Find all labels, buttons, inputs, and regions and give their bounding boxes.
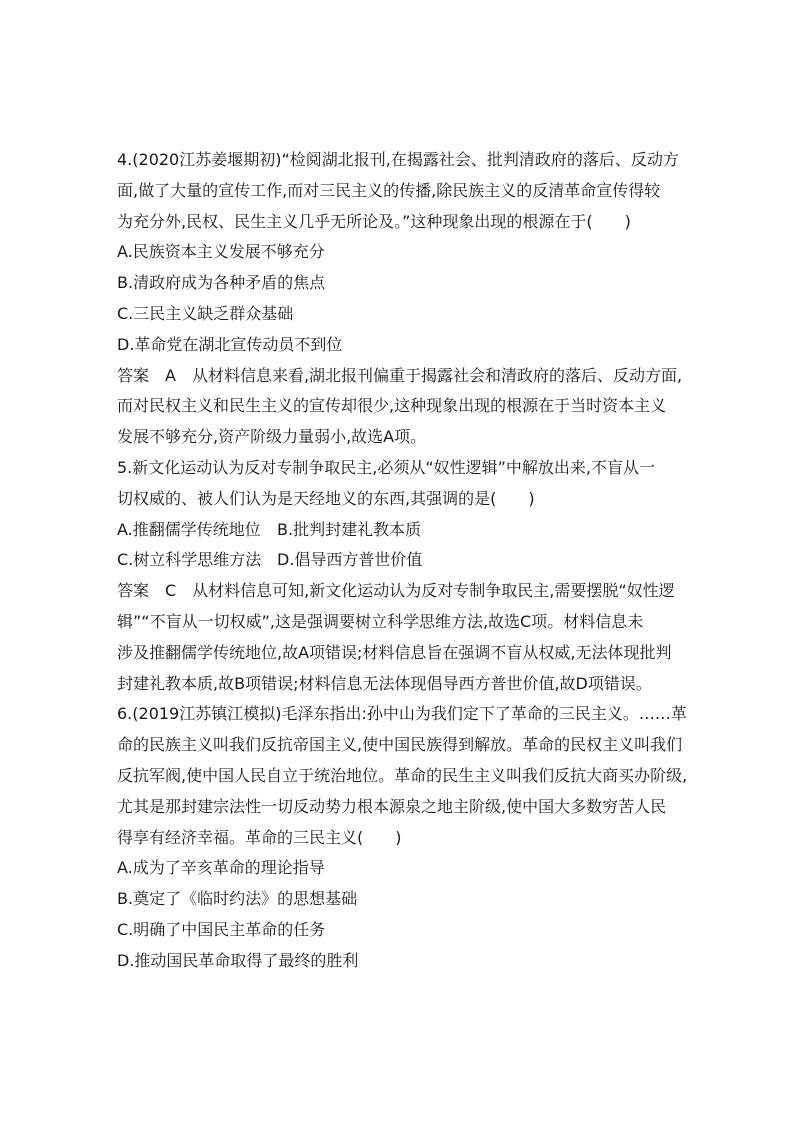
question-5-stem-line-2: 切权威的、被人们认为是天经地义的东西,其强调的是( ) (117, 488, 535, 508)
question-4-option-d: D.革命党在湖北宣传动员不到位 (117, 334, 343, 354)
question-6-option-a: A.成为了辛亥革命的理论指导 (117, 858, 325, 878)
question-5-answer-line-4: 封建礼教本质,故B项错误;材料信息无法体现倡导西方普世价值,故D项错误。 (117, 673, 652, 693)
question-5-options-row-2 (117, 545, 697, 576)
question-4-answer-line-1: 答案 A 从材料信息来看,湖北报刊偏重于揭露社会和清政府的落后、反动方面, (117, 365, 683, 385)
question-4-answer-line-3: 发展不够充分,资产阶级力量弱小,故选A项。 (117, 427, 427, 447)
question-4-stem-line-1: 4.(2020江苏姜堰期初)“检阅湖北报刊,在揭露社会、批判清政府的落后、反动方 (117, 150, 679, 169)
question-content (117, 145, 697, 977)
question-4-answer-line-2: 而对民权主义和民生主义的宣传却很少,这种现象出现的根源在于当时资本主义 (117, 396, 667, 416)
question-6-option-b: B.奠定了《临时约法》的思想基础 (117, 889, 358, 909)
question-6-stem-line-1: 6.(2019江苏镇江模拟)毛泽东指出:孙中山为我们定下了革命的三民主义。……革 (117, 704, 687, 724)
question-6-stem-line-4: 尤其是那封建宗法性一切反动势力根本源泉之地主阶级,使中国大多数穷苦人民 (117, 796, 667, 816)
question-5-answer-line-1: 答案 C 从材料信息可知,新文化运动认为反对专制争取民主,需要摆脱“奴性逻 (117, 581, 675, 601)
question-5-options-row-1 (117, 515, 697, 546)
question-5-answer-line-2: 辑”“不盲从一切权威”,这是强调要树立科学思维方法,故选C项。材料信息未 (117, 611, 644, 631)
question-4-stem-line-3: 为充分外,民权、民生主义几乎无所论及。”这种现象出现的根源在于( ) (117, 211, 631, 231)
question-4 (117, 145, 697, 453)
question-6-stem-line-5: 得享有经济幸福。革命的三民主义( ) (117, 827, 402, 847)
question-4-option-c: C.三民主义缺乏群众基础 (117, 303, 294, 323)
question-4-option-a: A.民族资本主义发展不够充分 (117, 242, 325, 262)
question-5-answer-line-3: 涉及推翻儒学传统地位,故A项错误;材料信息旨在强调不盲从权威,无法体现批判 (117, 642, 672, 662)
question-4-option-b: B.清政府成为各种矛盾的焦点 (117, 273, 326, 293)
question-5 (117, 453, 697, 699)
question-6-stem-line-2: 命的民族主义叫我们反抗帝国主义,使中国民族得到解放。革命的民权主义叫我们 (117, 735, 683, 755)
question-5-stem-line-1: 5.新文化运动认为反对专制争取民主,必须从“奴性逻辑”中解放出来,不盲从一 (117, 457, 656, 477)
question-6-stem-line-3: 反抗军阀,使中国人民自立于统治地位。革命的民生主义叫我们反抗大商买办阶级, (117, 765, 688, 785)
question-5-option-d: D.倡导西方普世价值 (277, 550, 423, 570)
question-6-option-d: D.推动国民革命取得了最终的胜利 (117, 950, 359, 970)
question-6 (117, 699, 697, 976)
question-5-option-b: B.批判封建礼教本质 (277, 519, 422, 539)
question-5-option-c: C.树立科学思维方法 (117, 550, 262, 570)
question-4-stem-line-2: 面,做了大量的宣传工作,而对三民主义的传播,除民族主义的反清革命宣传得较 (117, 180, 661, 200)
question-5-option-a: A.推翻儒学传统地位 (117, 519, 261, 539)
question-6-option-c: C.明确了中国民主革命的任务 (117, 919, 326, 939)
